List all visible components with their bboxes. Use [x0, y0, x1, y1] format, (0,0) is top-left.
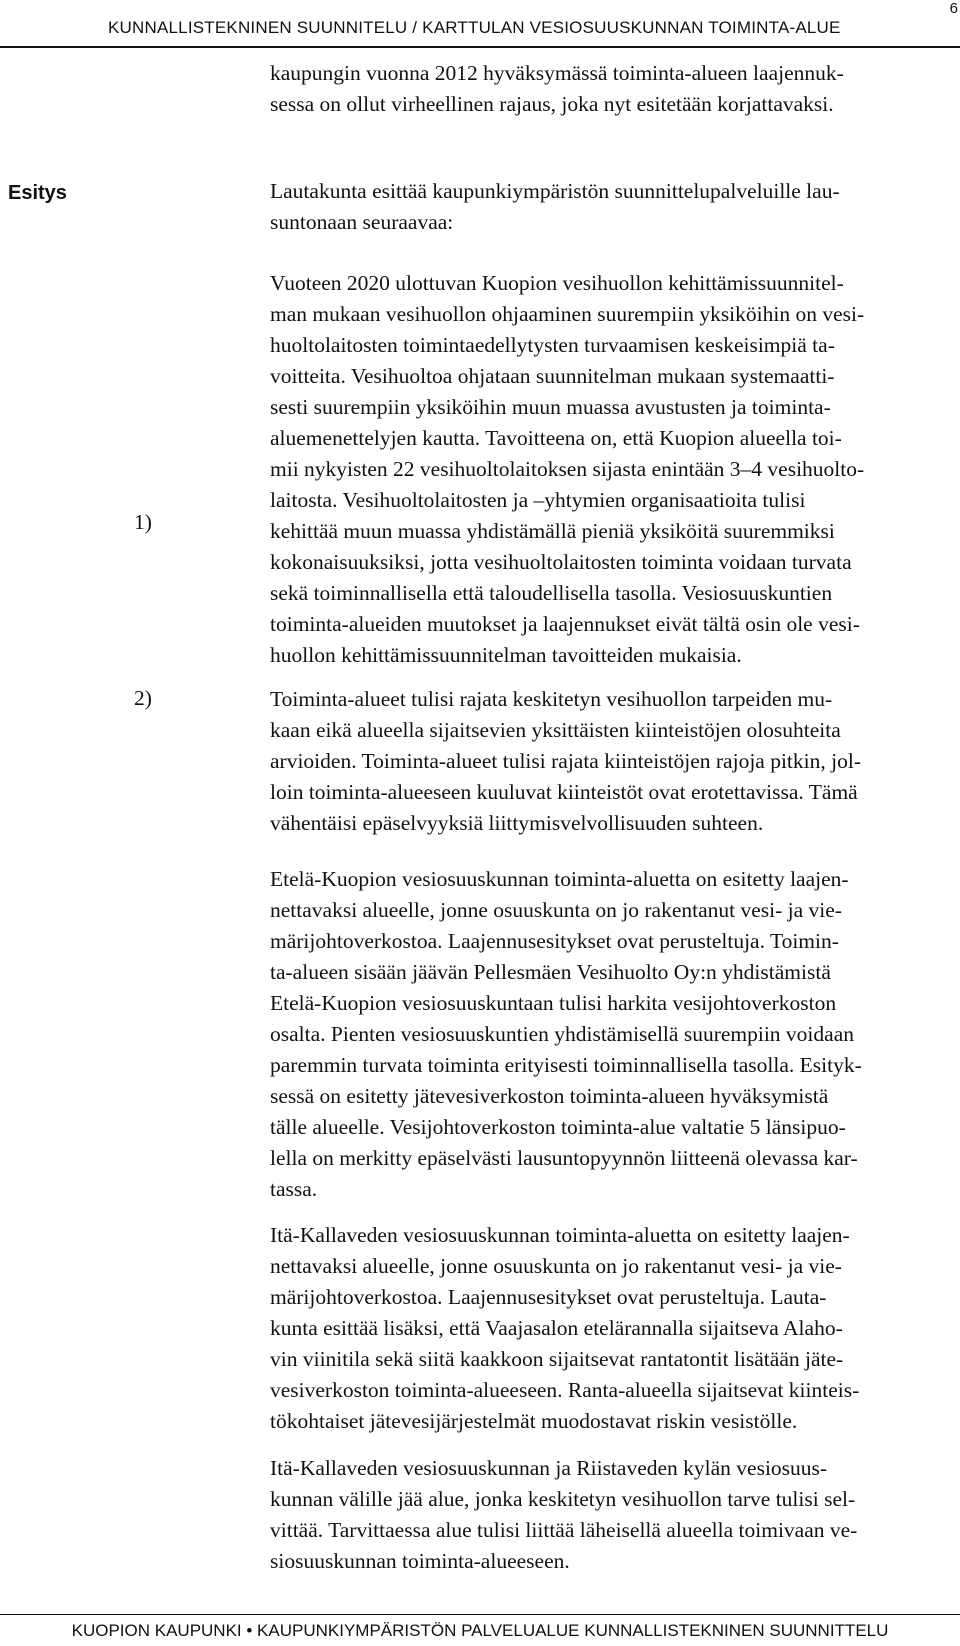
item-2-line: vähentäisi epäselvyyksiä liittymisvelvollisuuden suhteen. — [270, 811, 764, 835]
etela-line: lella on merkitty epäselvästi lausuntopyynnön liitteenä olevassa kar- — [270, 1146, 858, 1170]
intro-paragraph — [270, 58, 946, 120]
etela-line: märijohtoverkostoa. Laajennusesitykset ovat perusteltuja. Toimin- — [270, 929, 839, 953]
riistavesi-paragraph — [270, 1453, 946, 1577]
item-1-line: Vuoteen 2020 ulottuvan Kuopion vesihuollon kehittämissuunnitel- — [270, 271, 844, 295]
running-header: KUNNALLISTEKNINEN SUUNNITELU / KARTTULAN VESIOSUUSKUNNAN TOIMINTA-ALUE — [108, 18, 841, 37]
ita-line: märijohtoverkostoa. Laajennusesitykset ovat perusteltuja. Lauta- — [270, 1285, 827, 1309]
item-1-line: kokonaisuuksiksi, jotta vesihuoltolaitosten toiminta voidaan turvata — [270, 550, 852, 574]
etela-line: tälle alueelle. Vesijohtoverkoston toiminta-alue valtatie 5 länsipuo- — [270, 1115, 846, 1139]
esitys-paragraph — [270, 176, 946, 238]
etela-line: paremmin turvata toiminta erityisesti toiminnallisella tasolla. Esityk- — [270, 1053, 862, 1077]
item-1-line: voitteita. Vesihuoltoa ohjataan suunnitelman mukaan systemaatti- — [270, 364, 835, 388]
item-1-line: aluemenettelyjen kautta. Tavoitteena on, että Kuopion alueella toi- — [270, 426, 842, 450]
ita-line: kunta esittää lisäksi, että Vaajasalon etelärannalla sijaitseva Alaho- — [270, 1316, 843, 1340]
etela-line: osalta. Pienten vesiosuuskuntien yhdistämisellä suurempiin voidaan — [270, 1022, 854, 1046]
item-1-line: sesti suurempiin yksiköihin muun muassa avustusten ja toiminta- — [270, 395, 831, 419]
running-footer: KUOPION KAUPUNKI • KAUPUNKIYMPÄRISTÖN PALVELUALUE KUNNALLISTEKNINEN SUUNNITTELU — [71, 1621, 889, 1640]
page-number: 6 — [949, 0, 958, 17]
ita-line: nettavaksi alueelle, jonne osuuskunta on jo rakentanut vesi- ja vie- — [270, 1254, 842, 1278]
item-1-line: huollon kehittämissuunnitelman tavoitteiden mukaisia. — [270, 643, 742, 667]
etela-line: Etelä-Kuopion vesiosuuskunnan toiminta-aluetta on esitetty laajen- — [270, 867, 849, 891]
ita-line: vin viinitila sekä siitä kaakkoon sijaitsevat rantatontit lisätään jäte- — [270, 1347, 844, 1371]
riistavesi-line: vittää. Tarvittaessa alue tulisi liittää läheisellä alueella toimivaan ve- — [270, 1518, 858, 1542]
item-1-paragraph — [270, 268, 946, 671]
item-2-paragraph — [270, 684, 946, 839]
intro-line: kaupungin vuonna 2012 hyväksymässä toiminta-alueen laajennuk- — [270, 61, 844, 85]
etela-line: tassa. — [270, 1177, 318, 1201]
riistavesi-line: siosuuskunnan toiminta-alueeseen. — [270, 1549, 570, 1573]
item-2-line: arvioiden. Toiminta-alueet tulisi rajata kiinteistöjen rajoja pitkin, jol- — [270, 749, 861, 773]
item-2-line: loin toiminta-alueeseen kuuluvat kiinteistöt ovat erotettavissa. Tämä — [270, 780, 858, 804]
etela-line: nettavaksi alueelle, jonne osuuskunta on jo rakentanut vesi- ja vie- — [270, 898, 842, 922]
esitys-line: suntonaan seuraavaa: — [270, 210, 454, 234]
etela-kuopio-paragraph — [270, 864, 946, 1205]
item-1-line: sekä toiminnallisella että taloudellisella tasolla. Vesiosuuskuntien — [270, 581, 833, 605]
ita-line: Itä-Kallaveden vesiosuuskunnan toiminta-aluetta on esitetty laajen- — [270, 1223, 850, 1247]
ita-line: vesiverkoston toiminta-alueeseen. Ranta-alueella sijaitsevat kiinteis- — [270, 1378, 860, 1402]
esitys-line: Lautakunta esittää kaupunkiympäristön suunnittelupalveluille lau- — [270, 179, 840, 203]
item-1-line: toiminta-alueiden muutokset ja laajennukset eivät tältä osin ole vesi- — [270, 612, 860, 636]
item-1-line: huoltolaitosten toimintaedellytysten turvaamisen keskeisimpiä ta- — [270, 333, 835, 357]
riistavesi-line: kunnan välille jää alue, jonka keskitetyn vesihuollon tarve tulisi sel- — [270, 1487, 856, 1511]
item-1-line: man mukaan vesihuollon ohjaaminen suurempiin yksiköihin on vesi- — [270, 302, 865, 326]
esitys-label: Esitys — [8, 182, 67, 204]
item-2-line: kaan eikä alueella sijaitsevien yksittäisten kiinteistöjen olosuhteita — [270, 718, 841, 742]
etela-line: ta-alueen sisään jäävän Pellesmäen Vesihuolto Oy:n yhdistämistä — [270, 960, 831, 984]
etela-line: sessä on esitetty jätevesiverkoston toiminta-alueen hyväksymistä — [270, 1084, 829, 1108]
riistavesi-line: Itä-Kallaveden vesiosuuskunnan ja Riistaveden kylän vesiosuus- — [270, 1456, 828, 1480]
item-1-number: 1) — [134, 510, 152, 534]
etela-line: Etelä-Kuopion vesiosuuskuntaan tulisi harkita vesijohtoverkoston — [270, 991, 837, 1015]
item-2-line: Toiminta-alueet tulisi rajata keskitetyn vesihuollon tarpeiden mu- — [270, 687, 833, 711]
item-1-line: kehittää muun muassa yhdistämällä pieniä yksiköitä suuremmiksi — [270, 519, 835, 543]
item-1-line: laitosta. Vesihuoltolaitosten ja –yhtymien organisaatioita tulisi — [270, 488, 806, 512]
header-divider — [0, 46, 960, 48]
footer-divider — [0, 1614, 960, 1615]
item-2-number: 2) — [134, 686, 152, 710]
ita-line: tökohtaiset jätevesijärjestelmät muodostavat riskin vesistölle. — [270, 1409, 798, 1433]
ita-kallavesi-paragraph — [270, 1220, 946, 1437]
item-1-line: mii nykyisten 22 vesihuoltolaitoksen sijasta enintään 3–4 vesihuolto- — [270, 457, 865, 481]
intro-line: sessa on ollut virheellinen rajaus, joka nyt esitetään korjattavaksi. — [270, 92, 834, 116]
